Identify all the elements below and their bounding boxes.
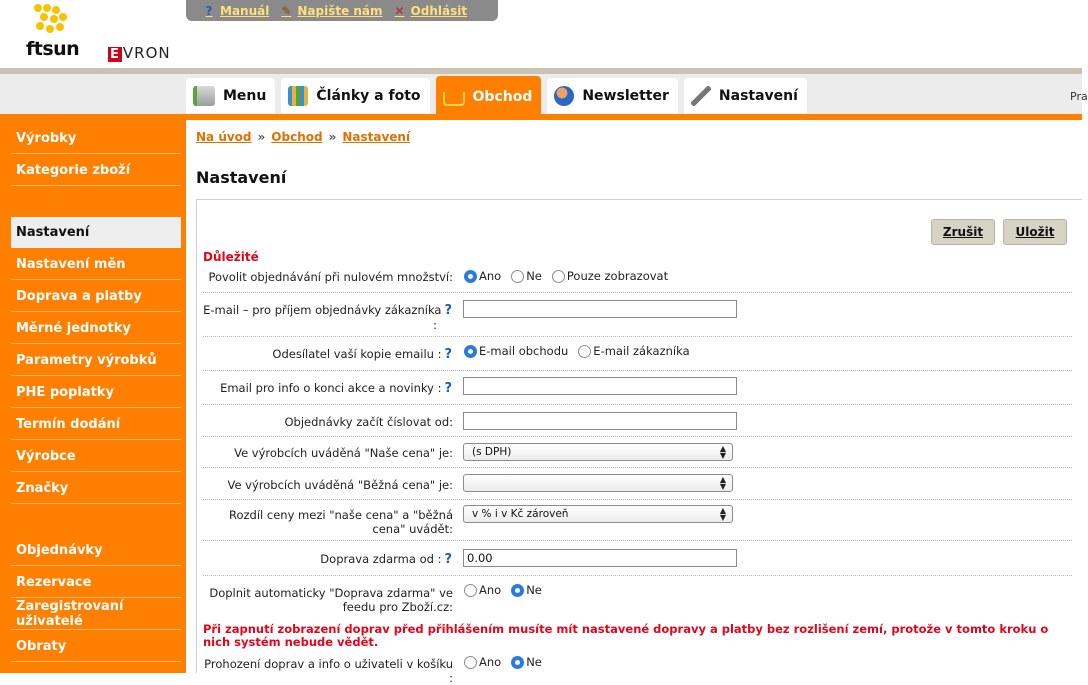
order-numbering-input[interactable]: [463, 412, 737, 430]
tab-menu-label: Menu: [223, 88, 267, 104]
cart-swap-option-no[interactable]: [511, 655, 542, 669]
promo-email-label: [203, 381, 453, 396]
shipping-warning: Při zapnutí zobrazení doprav před přihlášením musíte mít nastavené dopravy a platby bez rozlišení zemí, protože v tomto kroku o nich systém nebude vědět.: [203, 622, 1049, 649]
help-icon: ?: [205, 3, 213, 18]
sidebar-item-manufacturer[interactable]: Výrobce: [11, 441, 181, 472]
ftsun-logo-icon: [30, 2, 72, 38]
help-icon[interactable]: ?: [444, 552, 452, 567]
zero-stock-option-display-only-label: Pouze zobrazovat: [566, 269, 669, 283]
radio-yes[interactable]: [464, 584, 477, 597]
zbozi-free-shipping-label: Doplnit automaticky "Doprava zdarma" ve feedu pro Zboží.cz:: [209, 586, 453, 614]
free-shipping-label: [203, 552, 453, 567]
breadcrumb-home[interactable]: Na úvod: [196, 130, 252, 144]
zero-stock-option-display-only[interactable]: [552, 269, 668, 283]
row-divider: [203, 370, 1072, 371]
sidebar-item-turnover[interactable]: Obraty: [11, 631, 181, 662]
row-divider: [203, 467, 1072, 468]
zbozi-option-no[interactable]: [511, 583, 542, 597]
cart-icon: [443, 92, 465, 106]
row-divider: [203, 540, 1072, 541]
row-divider: [203, 499, 1072, 500]
order-email-input[interactable]: [463, 300, 737, 318]
top-links: [186, 0, 498, 21]
zero-stock-ordering-radios: [464, 269, 678, 283]
manual-link[interactable]: [202, 4, 269, 18]
sidebar-item-registered-users[interactable]: Zaregistrovaní uživatelé: [11, 599, 181, 630]
tab-menu[interactable]: [186, 78, 275, 114]
free-shipping-input[interactable]: [463, 549, 737, 567]
tab-settings[interactable]: [684, 78, 807, 114]
promo-email-input[interactable]: [463, 377, 737, 395]
help-icon[interactable]: ?: [444, 303, 452, 318]
tab-shop-label: Obchod: [472, 89, 533, 105]
copy-sender-option-shop[interactable]: [464, 344, 568, 358]
sidebar-item-parameters[interactable]: Parametry výrobků: [11, 345, 181, 376]
order-numbering-label: Objednávky začít číslovat od:: [284, 415, 453, 429]
tab-articles[interactable]: [281, 78, 429, 114]
radio-no[interactable]: [511, 270, 524, 283]
select-arrows-icon: ▲ ▼: [719, 506, 726, 522]
order-email-label: [203, 303, 453, 332]
radio-display-only[interactable]: [552, 270, 565, 283]
tab-shop[interactable]: [436, 76, 542, 118]
row-divider: [203, 404, 1072, 405]
radio-no-checked[interactable]: [511, 584, 524, 597]
copy-sender-label: [203, 347, 453, 362]
page-title: Nastavení: [196, 168, 287, 187]
sidebar-item-delivery-time[interactable]: Termín dodání: [11, 409, 181, 440]
radio-no-checked[interactable]: [511, 656, 524, 669]
contact-link-label: Napište nám: [297, 3, 383, 18]
main-tabs: [186, 78, 807, 118]
order-email-label-text: E-mail – pro příjem objednávky zákazníka: [203, 303, 442, 317]
cart-swap-option-yes[interactable]: [464, 655, 501, 669]
zero-stock-option-no[interactable]: [511, 269, 542, 283]
row-divider: [203, 292, 1072, 293]
breadcrumb-separator: »: [328, 130, 337, 144]
tab-settings-label: Nastavení: [718, 88, 798, 104]
cart-swap-option-yes-label: Ano: [479, 655, 502, 669]
breadcrumb-shop[interactable]: Obchod: [271, 130, 323, 144]
row-divider: [203, 575, 1072, 576]
zbozi-free-shipping-radios: [464, 583, 552, 597]
copy-sender-option-customer-label: E-mail zákazníka: [593, 344, 690, 358]
evron-logo: [108, 44, 171, 62]
contact-link[interactable]: [279, 4, 382, 18]
sidebar-item-categories[interactable]: Kategorie zboží: [11, 155, 181, 186]
logout-link[interactable]: [393, 4, 468, 18]
free-shipping-label-text: Doprava zdarma od :: [320, 552, 442, 566]
pencil-icon: ✎: [281, 3, 292, 18]
sidebar-item-orders[interactable]: Objednávky: [11, 535, 181, 566]
zero-stock-ordering-label: Povolit objednávání při nulovém množství:: [208, 270, 453, 284]
evron-logo-text: VRON: [122, 44, 171, 62]
sidebar-item-products[interactable]: Výrobky: [11, 123, 181, 154]
sidebar-item-currencies[interactable]: Nastavení měn: [11, 249, 181, 280]
regular-price-label: Ve výrobcích uváděná "Běžná cena" je:: [227, 478, 453, 492]
sidebar-item-phe-fees[interactable]: PHE poplatky: [11, 377, 181, 408]
row-divider: [203, 436, 1072, 437]
tab-articles-label: Články a foto: [316, 88, 421, 104]
articles-icon: [288, 86, 308, 106]
regular-price-select[interactable]: [463, 474, 733, 492]
our-price-select-value: (s DPH): [472, 446, 512, 458]
copy-sender-radios: [464, 344, 700, 358]
manual-link-label: Manuál: [220, 3, 270, 18]
settings-icon: [691, 86, 711, 106]
select-arrows-icon: ▲ ▼: [719, 475, 726, 491]
breadcrumb-settings[interactable]: Nastavení: [342, 130, 411, 144]
sidebar-item-settings[interactable]: Nastavení: [11, 217, 181, 248]
row-divider: [203, 336, 1072, 337]
breadcrumb: [196, 130, 410, 144]
sidebar-item-units[interactable]: Měrné jednotky: [11, 313, 181, 344]
breadcrumb-separator: »: [257, 130, 266, 144]
zero-stock-option-no-label: Ne: [526, 269, 542, 283]
radio-yes-checked[interactable]: [464, 270, 477, 283]
sidebar-item-brands[interactable]: Značky: [11, 473, 181, 504]
close-icon: ✕: [394, 3, 405, 18]
zbozi-option-no-label: Ne: [526, 583, 542, 597]
our-price-label: Ve výrobcích uváděná "Naše cena" je:: [234, 446, 453, 460]
cancel-button[interactable]: Zrušit: [931, 219, 995, 245]
cart-swap-label: Prohození doprav a info o uživateli v košíku :: [204, 657, 453, 685]
sidebar: [0, 120, 186, 673]
copy-sender-option-customer[interactable]: [578, 344, 689, 358]
radio-customer-email[interactable]: [578, 345, 591, 358]
cart-swap-radios: [464, 655, 552, 669]
menu-icon: [193, 86, 215, 106]
price-difference-label: Rozdíl ceny mezi "naše cena" a "běžná cena" uvádět:: [229, 508, 453, 536]
price-difference-select-value: v % i v Kč zároveň: [472, 508, 569, 520]
cart-swap-option-no-label: Ne: [526, 655, 542, 669]
newsletter-icon: [554, 86, 574, 106]
zbozi-option-yes-label: Ano: [479, 583, 502, 597]
tab-newsletter-label: Newsletter: [582, 88, 669, 104]
zbozi-option-yes[interactable]: [464, 583, 501, 597]
zero-stock-option-yes-label: Ano: [479, 269, 502, 283]
copy-sender-label-text: Odesílatel vaší kopie emailu :: [272, 347, 442, 361]
order-email-label-colon: :: [433, 318, 437, 332]
promo-email-label-text: Email pro info o konci akce a novinky :: [220, 381, 442, 395]
save-button[interactable]: Uložit: [1003, 219, 1067, 245]
sidebar-item-shipping[interactable]: Doprava a platby: [11, 281, 181, 312]
header-cut-text: Pra: [1070, 90, 1088, 103]
section-title: Důležité: [203, 250, 259, 264]
evron-logo-mark: E: [110, 47, 120, 62]
tab-newsletter[interactable]: [547, 78, 678, 114]
price-difference-select[interactable]: [463, 505, 733, 523]
sidebar-item-reservations[interactable]: Rezervace: [11, 567, 181, 598]
help-icon[interactable]: ?: [444, 347, 452, 362]
copy-sender-option-shop-label: E-mail obchodu: [479, 344, 569, 358]
help-icon[interactable]: ?: [444, 381, 452, 396]
our-price-select[interactable]: [463, 443, 733, 461]
select-arrows-icon: ▲ ▼: [719, 444, 726, 460]
zero-stock-option-yes[interactable]: [464, 269, 501, 283]
ftsun-logo-text: ftsun: [26, 38, 80, 60]
logout-link-label: Odhlásit: [410, 3, 468, 18]
radio-shop-email-checked[interactable]: [464, 345, 477, 358]
radio-yes[interactable]: [464, 656, 477, 669]
logo-area: [0, 0, 186, 68]
